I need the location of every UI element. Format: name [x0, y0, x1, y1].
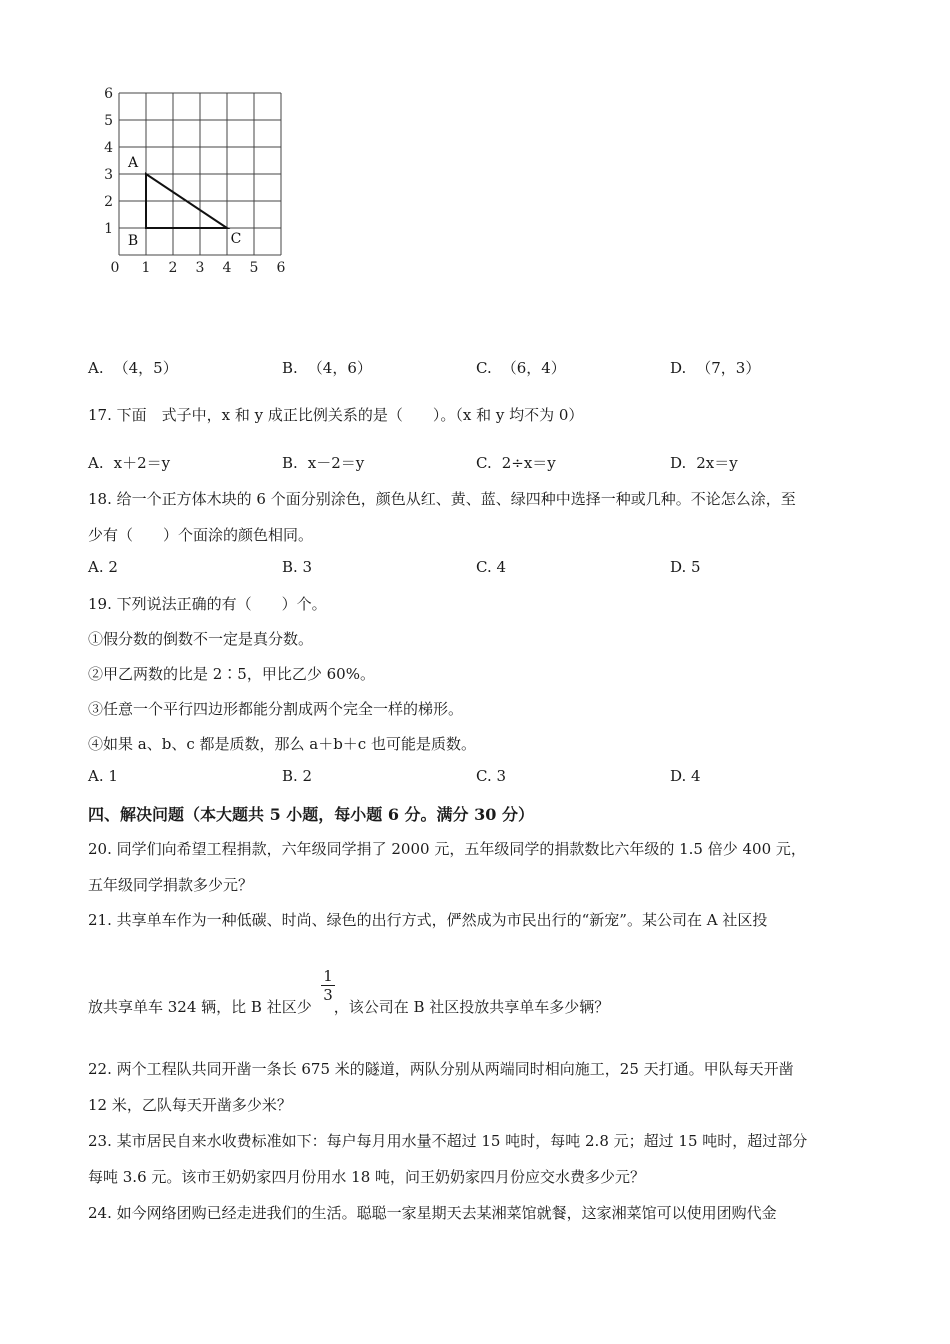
x-tick-label: 2 [168, 260, 178, 276]
section-heading: 四、解决问题（本大题共 5 小题，每小题 6 分。满分 30 分） [88, 805, 534, 824]
q16-option-c[interactable]: C. （6，4） [476, 359, 566, 377]
q21-text-before-fraction: 放共享单车 324 辆，比 B 社区少 [88, 998, 312, 1016]
q18-option-b[interactable]: B. 3 [282, 558, 313, 576]
q19-option-c[interactable]: C. 3 [476, 767, 507, 785]
q24-question-line1: 24. 如今网络团购已经走进我们的生活。聪聪一家星期天去某湘菜馆就餐，这家湘菜馆可以使用团购代金 [88, 1204, 777, 1222]
q16-option-b[interactable]: B. （4，6） [282, 359, 372, 377]
q17-options [88, 452, 868, 474]
q19-option-b[interactable]: B. 2 [282, 767, 313, 785]
point-label-b: B [127, 233, 139, 249]
y-tick-label: 1 [104, 221, 113, 237]
q21-question-line2 [88, 996, 609, 1017]
q19-statement-1: ①假分数的倒数不一定是真分数。 [88, 630, 314, 648]
y-tick-label: 6 [104, 86, 113, 102]
q18-option-c[interactable]: C. 4 [476, 558, 507, 576]
q17-option-b[interactable]: B. x－2＝y [282, 454, 365, 472]
q19-option-d[interactable]: D. 4 [670, 767, 701, 785]
q17-option-c[interactable]: C. 2÷x＝y [476, 454, 556, 472]
point-label-a: A [127, 155, 139, 171]
x-tick-label: 5 [249, 260, 259, 276]
fraction-denominator: 3 [323, 986, 333, 1004]
q22-question-line2: 12 米，乙队每天开凿多少米？ [88, 1096, 292, 1114]
q23-question-line2: 每吨 3.6 元。该市王奶奶家四月份用水 18 吨，问王奶奶家四月份应交水费多少元？ [88, 1168, 646, 1186]
q17-question: 17. 下面 式子中，x 和 y 成正比例关系的是（ ）。（x 和 y 均不为 0） [88, 406, 584, 424]
x-tick-label: 4 [222, 260, 232, 276]
fraction-one-third [321, 968, 335, 1003]
x-tick-label: 1 [141, 260, 151, 276]
x-tick-label: 0 [110, 260, 120, 276]
q16-option-a[interactable]: A. （4，5） [88, 359, 178, 377]
q21-text-after-fraction: ，该公司在 B 社区投放共享单车多少辆？ [333, 998, 610, 1016]
q17-option-a[interactable]: A. x＋2＝y [88, 454, 171, 472]
x-axis-ticks [111, 260, 286, 276]
x-tick-label: 6 [276, 260, 286, 276]
q19-statement-3: ③任意一个平行四边形都能分割成两个完全一样的梯形。 [88, 700, 464, 718]
q16-options [88, 357, 868, 379]
q18-option-a[interactable]: A. 2 [88, 558, 118, 576]
q19-statement-4: ④如果 a、b、c 都是质数，那么 a＋b＋c 也可能是质数。 [88, 735, 476, 753]
grid-lines [119, 93, 281, 255]
q20-question-line1: 20. 同学们向希望工程捐款，六年级同学捐了 2000 元，五年级同学的捐款数比六年级的 1.5 倍少 400 元， [88, 840, 806, 858]
q21-question-line1: 21. 共享单车作为一种低碳、时尚、绿色的出行方式，俨然成为市民出行的“新宠”。某公司在 A 社区投 [88, 911, 768, 929]
q16-option-d[interactable]: D. （7，3） [670, 359, 761, 377]
coordinate-grid-figure [100, 84, 300, 284]
q19-options [88, 767, 868, 789]
q19-statement-2: ②甲乙两数的比是 2∶5，甲比乙少 60%。 [88, 665, 375, 683]
y-axis-ticks [104, 86, 113, 237]
x-tick-label: 3 [195, 260, 205, 276]
q18-question-line2: 少有（ ）个面涂的颜色相同。 [88, 526, 314, 544]
q18-question-line1: 18. 给一个正方体木块的 6 个面分别涂色，颜色从红、黄、蓝、绿四种中选择一种或几种。不论怎么涂，至 [88, 490, 796, 508]
q18-options [88, 558, 868, 580]
y-tick-label: 3 [104, 167, 113, 183]
q19-question: 19. 下列说法正确的有（ ）个。 [88, 595, 327, 613]
q20-question-line2: 五年级同学捐款多少元？ [88, 876, 254, 894]
y-tick-label: 2 [104, 194, 113, 210]
point-label-c: C [230, 231, 242, 247]
triangle-abc [127, 155, 241, 249]
y-tick-label: 4 [104, 140, 113, 156]
q19-option-a[interactable]: A. 1 [88, 767, 118, 785]
q23-question-line1: 23. 某市居民自来水收费标准如下：每户每月用水量不超过 15 吨时，每吨 2.8 元；超过 15 吨时，超过部分 [88, 1132, 808, 1150]
q18-option-d[interactable]: D. 5 [670, 558, 701, 576]
y-tick-label: 5 [104, 113, 113, 129]
fraction-numerator: 1 [323, 967, 333, 985]
q22-question-line1: 22. 两个工程队共同开凿一条长 675 米的隧道，两队分别从两端同时相向施工，25 天打通。甲队每天开凿 [88, 1060, 794, 1078]
q17-option-d[interactable]: D. 2x＝y [670, 454, 738, 472]
